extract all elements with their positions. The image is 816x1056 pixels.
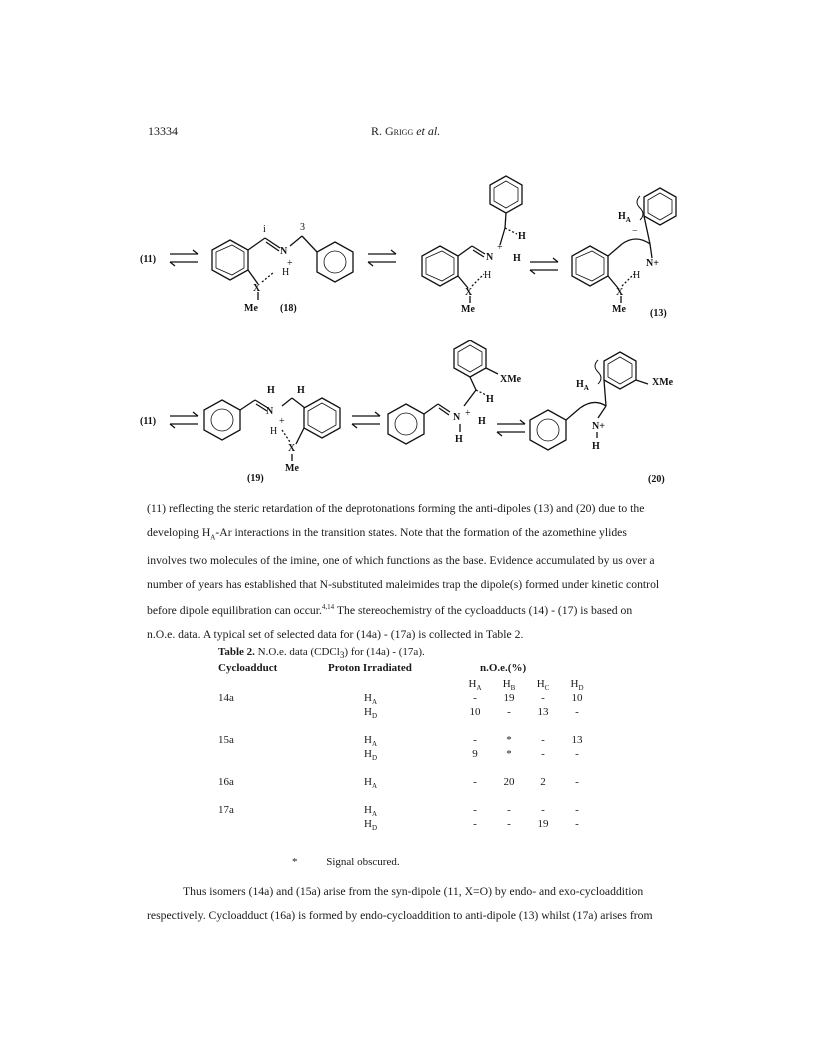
atom-label-n-plus: N+ — [646, 258, 659, 269]
atom-label-x: X — [616, 287, 624, 298]
atom-label-h: H — [270, 426, 278, 437]
cell-noe-hc: - — [541, 692, 545, 705]
structure-20 — [530, 352, 648, 450]
reaction-scheme-row2 — [0, 340, 816, 490]
cell-proton-irradiated: $H_A$ — [364, 692, 378, 707]
noe-column-hd: $H_D$ — [570, 678, 584, 693]
cell-noe-hb: 19 — [503, 692, 515, 705]
cell-noe-hd: - — [575, 706, 579, 719]
cell-noe-hc: 13 — [537, 706, 549, 719]
atom-label-ha: $H_A$ — [618, 211, 631, 224]
cell-noe-hc: 19 — [537, 818, 549, 831]
text-line: respectively. Cycloadduct (16a) is formed by endo-cycloaddition to anti-dipole (13) whilst (17a) arises from — [147, 908, 653, 922]
text-line: involves two molecules of the imine, one of which functions as the base. Evidence accumulated by us over a — [147, 554, 655, 568]
atom-label-h: H — [592, 441, 600, 452]
text-line: before dipole equilibration can occur.$^{4,14}$ The stereochemistry of the cycloadducts (14) - (17) is based on — [147, 603, 633, 618]
cell-noe-ha: - — [473, 776, 477, 789]
structure-intermediate — [422, 176, 522, 303]
noe-column-hb: $H_B$ — [502, 678, 516, 693]
atom-label-h: H — [633, 270, 641, 281]
table-row — [218, 748, 638, 762]
compound-11-label: (11) — [140, 254, 157, 265]
text-line: n.O.e. data. A typical set of selected data for (14a) - (17a) is collected in Table 2. — [147, 627, 524, 641]
atom-label-i: i — [263, 224, 266, 235]
atom-label-h: H — [455, 434, 463, 445]
cell-noe-hb: * — [506, 734, 512, 747]
cell-noe-hc: - — [541, 734, 545, 747]
cell-noe-hd: - — [575, 776, 579, 789]
atom-label-plus: + — [497, 242, 503, 253]
reaction-scheme-row1 — [0, 170, 816, 320]
text-line: Thus isomers (14a) and (15a) arise from the syn-dipole (11, X=O) by endo- and exo-cycloaddition — [183, 885, 644, 898]
equilibrium-arrow — [170, 412, 198, 428]
atom-label-x: X — [465, 287, 473, 298]
column-header-proton-irradiated: Proton Irradiated — [328, 662, 412, 675]
table-caption: Table 2. N.O.e. data (CDCl$_3$) for (14a) - (17a). — [218, 646, 425, 661]
running-head — [371, 124, 440, 139]
column-header-noe: n.O.e.(%) — [480, 662, 527, 675]
atom-label-me: Me — [285, 463, 299, 474]
table-row — [218, 776, 638, 790]
cell-noe-ha: 9 — [472, 748, 478, 761]
atom-label-x: X — [288, 443, 296, 454]
cell-noe-hb: - — [507, 706, 511, 719]
cell-noe-hb: - — [507, 818, 511, 831]
atom-label-n: N — [486, 252, 494, 263]
cell-noe-hd: - — [575, 748, 579, 761]
atom-label-h: H — [478, 416, 486, 427]
table-footnote — [292, 856, 400, 868]
atom-label-h: H — [513, 253, 521, 264]
table-row — [218, 818, 638, 832]
charge-minus: − — [632, 226, 638, 237]
cell-noe-ha: 10 — [469, 706, 481, 719]
atom-label-h: H — [486, 394, 494, 405]
table-row — [218, 804, 638, 818]
cell-noe-hb: - — [507, 804, 511, 817]
noe-column-ha: $H_A$ — [468, 678, 482, 693]
atom-label-plus: + — [287, 258, 293, 269]
atom-label-x: X — [253, 283, 261, 294]
atom-label-h: H — [267, 385, 275, 396]
cell-noe-hd: 13 — [571, 734, 583, 747]
cell-noe-ha: - — [473, 804, 477, 817]
atom-label-me: Me — [244, 303, 258, 314]
equilibrium-arrow — [352, 412, 380, 428]
table-header-row — [218, 662, 638, 678]
cell-noe-hb: 20 — [503, 776, 515, 789]
equilibrium-arrow — [368, 250, 396, 266]
cell-proton-irradiated: $H_A$ — [364, 776, 378, 791]
equilibrium-arrow — [497, 420, 525, 436]
cell-noe-hd: - — [575, 818, 579, 831]
cell-proton-irradiated: $H_D$ — [364, 706, 378, 721]
atom-label-plus: + — [279, 416, 285, 427]
compound-20-label: (20) — [648, 474, 665, 485]
equilibrium-arrow — [170, 250, 198, 266]
atom-label-n: N — [280, 246, 288, 257]
atom-label-3: 3 — [300, 222, 305, 233]
cell-noe-ha: - — [473, 692, 477, 705]
text-line: developing $H_A-Ar$ interactions in the transition states. Note that the formation of the azomethine ylides — [147, 525, 627, 541]
cell-noe-ha: - — [473, 734, 477, 747]
equilibrium-arrow — [530, 258, 558, 274]
text-line: number of years has established that N-substituted maleimides trap the dipole(s) formed under kinetic control — [147, 577, 660, 591]
cell-proton-irradiated: $H_A$ — [364, 734, 378, 749]
compound-11-label: (11) — [140, 416, 157, 427]
page-number: 13334 — [148, 124, 178, 138]
cell-noe-ha: - — [473, 818, 477, 831]
footnote-marker: * — [292, 856, 298, 868]
noe-subheader-row — [218, 678, 638, 692]
cell-noe-hb: * — [506, 748, 512, 761]
cell-noe-hd: 10 — [571, 692, 583, 705]
atom-label-plus: + — [465, 408, 471, 419]
cell-noe-hd: - — [575, 804, 579, 817]
atom-label-h: H — [518, 231, 526, 242]
atom-label-ha: $H_A$ — [576, 379, 589, 392]
table-2 — [218, 646, 638, 832]
body-paragraph-2 — [147, 880, 683, 927]
cell-cycloadduct: 14a — [218, 692, 234, 705]
cell-cycloadduct: 17a — [218, 804, 234, 817]
cell-noe-hc: - — [541, 748, 545, 761]
structure-intermediate-2 — [388, 340, 498, 444]
noe-column-hc: $H_C$ — [536, 678, 550, 693]
footnote-text: Signal obscured. — [326, 856, 400, 868]
compound-13-label: (13) — [650, 308, 667, 319]
text-line: (11) reflecting the steric retardation of the deprotonations forming the anti-dipoles (13) and (20) due to the — [147, 502, 645, 515]
table-row — [218, 692, 638, 706]
substituent-xme: XMe — [500, 374, 522, 385]
cell-cycloadduct: 15a — [218, 734, 234, 747]
atom-label-n: N — [266, 406, 274, 417]
table-row — [218, 706, 638, 720]
atom-label-h: H — [297, 385, 305, 396]
cell-proton-irradiated: $H_D$ — [364, 818, 378, 833]
atom-label-n-plus: N+ — [592, 421, 605, 432]
structure-13 — [572, 188, 676, 303]
running-head-author: R. Grigg — [371, 124, 414, 138]
cell-noe-hc: - — [541, 804, 545, 817]
running-head-etal: et al. — [416, 124, 441, 138]
cell-proton-irradiated: $H_A$ — [364, 804, 378, 819]
column-header-cycloadduct: Cycloadduct — [218, 662, 278, 675]
atom-label-me: Me — [461, 304, 475, 315]
atom-label-n: N — [453, 412, 461, 423]
compound-19-label: (19) — [247, 473, 264, 484]
cell-cycloadduct: 16a — [218, 776, 234, 789]
table-row — [218, 734, 638, 748]
atom-label-h: H — [484, 270, 492, 281]
cell-proton-irradiated: $H_D$ — [364, 748, 378, 763]
compound-18-label: (18) — [280, 303, 297, 314]
atom-label-me: Me — [612, 304, 626, 315]
cell-noe-hc: 2 — [540, 776, 546, 789]
atom-label-h: H — [282, 267, 290, 278]
substituent-xme: XMe — [652, 377, 674, 388]
body-paragraph-1 — [147, 497, 683, 646]
